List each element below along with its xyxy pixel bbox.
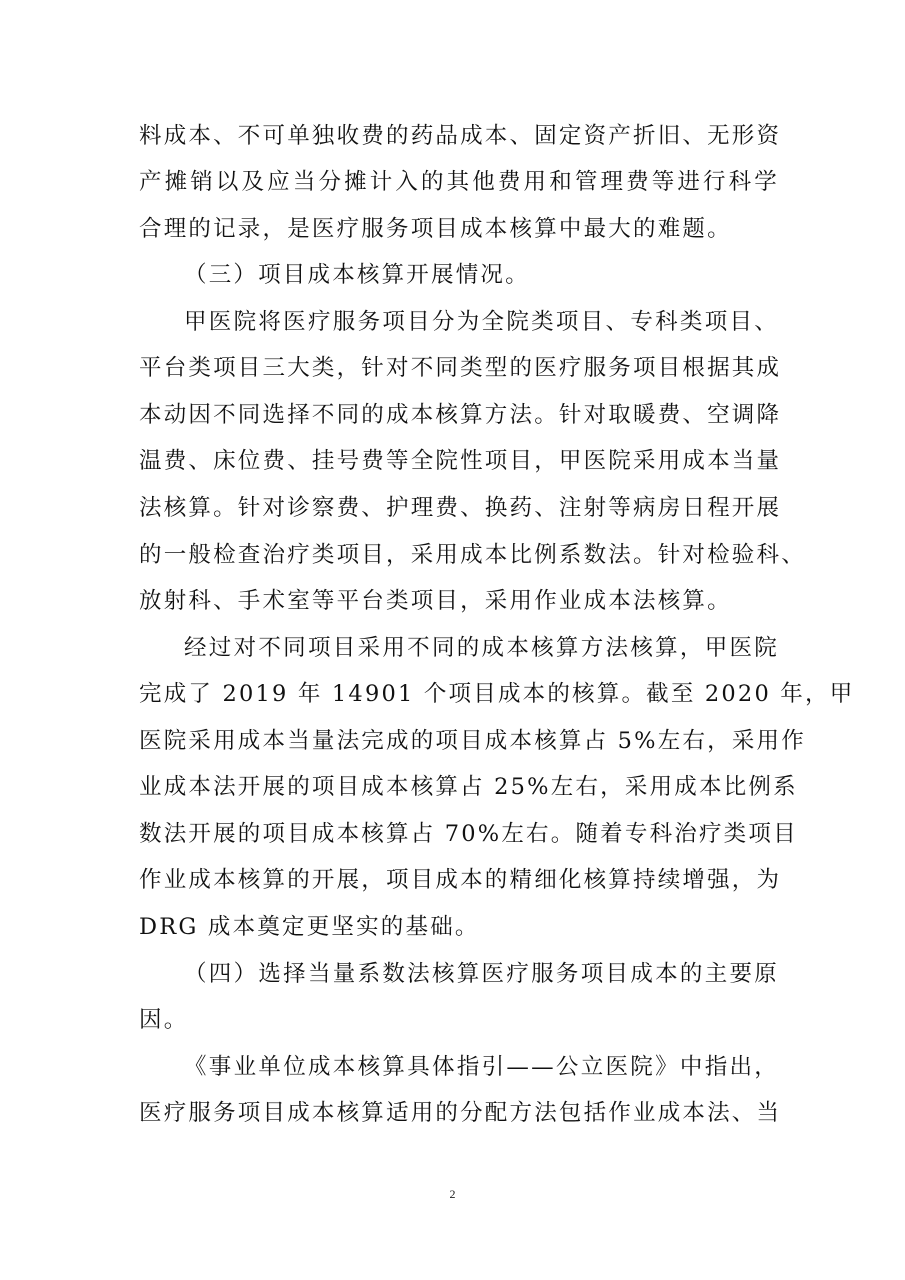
paragraph-line: 甲医院将医疗服务项目分为全院类项目、专科类项目、 <box>184 309 779 335</box>
paragraph-line: 数法开展的项目成本核算占 70%左右。随着专科治疗类项目 <box>139 821 798 847</box>
paragraph-line: 温费、床位费、挂号费等全院性项目，甲医院采用成本当量 <box>139 448 782 474</box>
page-number: 2 <box>449 1187 456 1201</box>
paragraph-line: 业成本法开展的项目成本核算占 25%左右，采用成本比例系 <box>139 774 798 800</box>
paragraph-line: 合理的记录，是医疗服务项目成本核算中最大的难题。 <box>139 216 732 242</box>
paragraph-line: 产摊销以及应当分摊计入的其他费用和管理费等进行科学 <box>139 169 779 195</box>
paragraph-line: 法核算。针对诊察费、护理费、换药、注射等病房日程开展 <box>139 495 782 521</box>
section-heading-continued: 因。 <box>139 1007 189 1033</box>
paragraph-line: 《事业单位成本核算具体指引——公立医院》中指出， <box>184 1054 779 1080</box>
section-heading: （三）项目成本核算开展情况。 <box>184 262 530 288</box>
paragraph-line: 平台类项目三大类，针对不同类型的医疗服务项目根据其成 <box>139 355 782 381</box>
paragraph-line: 医疗服务项目成本核算适用的分配方法包括作业成本法、当 <box>139 1100 782 1126</box>
paragraph-line: 本动因不同选择不同的成本核算方法。针对取暖费、空调降 <box>139 402 782 428</box>
paragraph-line: 的一般检查治疗类项目，采用成本比例系数法。针对检验科、 <box>139 542 806 568</box>
paragraph-line: 作业成本核算的开展，项目成本的精细化核算持续增强，为 <box>139 867 782 893</box>
paragraph-line: 经过对不同项目采用不同的成本核算方法核算，甲医院 <box>184 635 779 661</box>
paragraph-line: 放射科、手术室等平台类项目，采用作业成本法核算。 <box>139 588 732 614</box>
paragraph-line: DRG 成本奠定更坚实的基础。 <box>139 914 480 940</box>
paragraph-line: 料成本、不可单独收费的药品成本、固定资产折旧、无形资 <box>139 123 782 149</box>
paragraph-line: 医院采用成本当量法完成的项目成本核算占 5%左右，采用作 <box>139 728 806 754</box>
section-heading: （四）选择当量系数法核算医疗服务项目成本的主要原 <box>184 961 779 987</box>
paragraph-line: 完成了 2019 年 14901 个项目成本的核算。截至 2020 年，甲 <box>139 681 855 707</box>
